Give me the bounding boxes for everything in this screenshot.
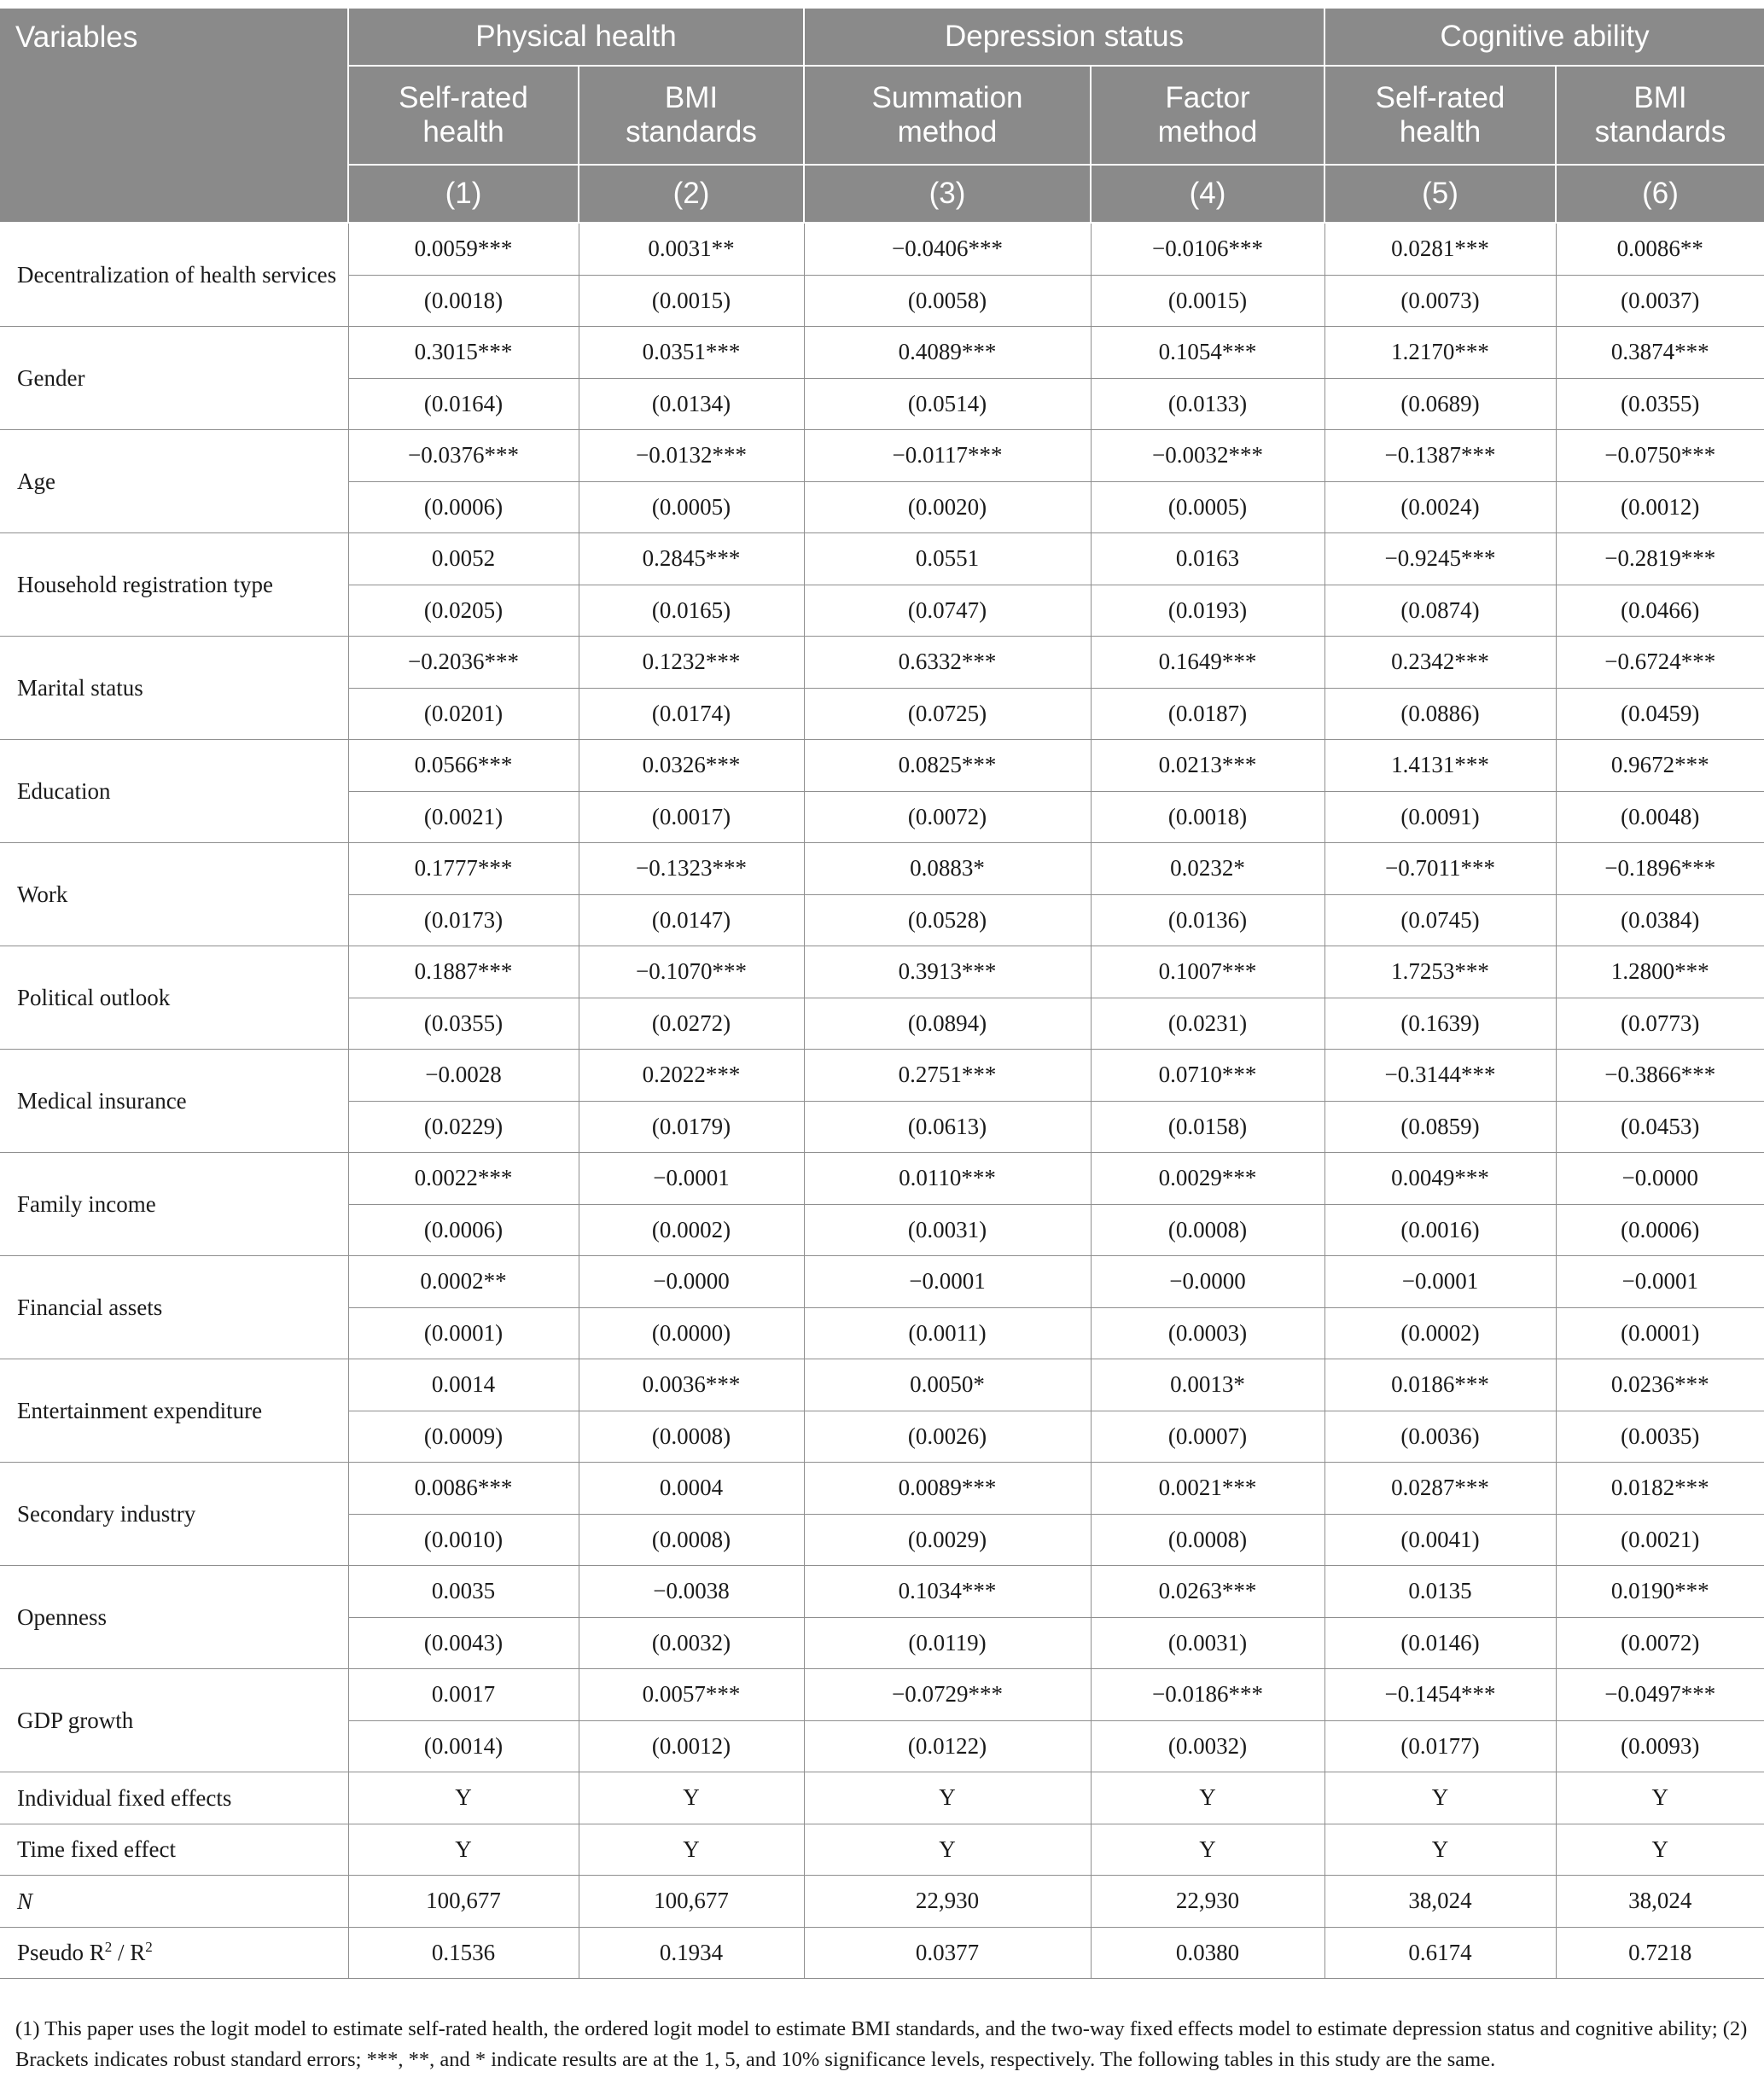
regression-table-container	[0, 7, 1764, 1979]
table-body	[0, 223, 1764, 1979]
variable-label: Household registration type	[0, 533, 348, 637]
standard-error-cell: (0.0147)	[579, 894, 804, 946]
summary-cell: Y	[348, 1772, 579, 1824]
standard-error-cell: (0.0193)	[1091, 585, 1324, 637]
standard-error-cell: (0.0384)	[1556, 894, 1764, 946]
standard-error-cell: (0.0528)	[804, 894, 1091, 946]
coefficient-row	[0, 637, 1764, 689]
standard-error-cell: (0.0006)	[1556, 1204, 1764, 1256]
coefficient-cell: 0.0022***	[348, 1153, 579, 1205]
coefficient-cell: −0.0001	[804, 1256, 1091, 1308]
coefficient-row	[0, 946, 1764, 998]
standard-error-cell: (0.0725)	[804, 688, 1091, 740]
summary-cell: 0.6174	[1324, 1927, 1556, 1979]
coefficient-cell: −0.0376***	[348, 430, 579, 482]
summary-cell: Y	[804, 1772, 1091, 1824]
coefficient-cell: 0.4089***	[804, 327, 1091, 379]
column-header-4	[1091, 66, 1324, 165]
coefficient-cell: 0.0163	[1091, 533, 1324, 585]
coefficient-cell: 0.2022***	[579, 1050, 804, 1102]
summary-label-text: Pseudo R	[17, 1940, 105, 1966]
standard-error-cell: (0.0514)	[804, 378, 1091, 430]
column-number-1: (1)	[348, 165, 579, 223]
table-header	[0, 8, 1764, 223]
variable-label: Secondary industry	[0, 1463, 348, 1566]
column-header-line: health	[422, 115, 504, 148]
coefficient-cell: −0.6724***	[1556, 637, 1764, 689]
summary-cell: 0.0380	[1091, 1927, 1324, 1979]
group-header-physical-health: Physical health	[348, 8, 804, 66]
coefficient-cell: 0.3874***	[1556, 327, 1764, 379]
variable-label: Decentralization of health services	[0, 223, 348, 327]
standard-error-cell: (0.0133)	[1091, 378, 1324, 430]
coefficient-cell: 1.7253***	[1324, 946, 1556, 998]
summary-cell: Y	[1091, 1772, 1324, 1824]
coefficient-cell: 0.0135	[1324, 1566, 1556, 1618]
standard-error-cell: (0.0122)	[804, 1720, 1091, 1772]
coefficient-cell: 0.2342***	[1324, 637, 1556, 689]
variable-label: Financial assets	[0, 1256, 348, 1359]
coefficient-cell: −0.0497***	[1556, 1669, 1764, 1721]
coefficient-cell: −0.0032***	[1091, 430, 1324, 482]
coefficient-cell: 0.3015***	[348, 327, 579, 379]
column-header-line: Summation	[871, 81, 1023, 114]
summary-cell: Y	[804, 1824, 1091, 1876]
coefficient-cell: 0.0351***	[579, 327, 804, 379]
standard-error-cell: (0.0072)	[1556, 1617, 1764, 1669]
standard-error-cell: (0.0015)	[579, 275, 804, 327]
coefficient-cell: 0.0213***	[1091, 740, 1324, 792]
coefficient-row	[0, 740, 1764, 792]
coefficient-cell: 0.3913***	[804, 946, 1091, 998]
coefficient-cell: 0.2751***	[804, 1050, 1091, 1102]
summary-label	[0, 1927, 348, 1979]
summary-label-text: Individual fixed effects	[17, 1784, 232, 1811]
standard-error-cell: (0.0453)	[1556, 1101, 1764, 1153]
coefficient-cell: 0.0050*	[804, 1359, 1091, 1411]
coefficient-cell: 0.0049***	[1324, 1153, 1556, 1205]
column-header-1	[348, 66, 579, 165]
standard-error-cell: (0.0002)	[579, 1204, 804, 1256]
standard-error-cell: (0.0177)	[1324, 1720, 1556, 1772]
standard-error-cell: (0.0012)	[579, 1720, 804, 1772]
coefficient-cell: −0.0117***	[804, 430, 1091, 482]
summary-cell: Y	[579, 1824, 804, 1876]
coefficient-cell: −0.1323***	[579, 843, 804, 895]
summary-row	[0, 1824, 1764, 1876]
coefficient-cell: 0.2845***	[579, 533, 804, 585]
coefficient-cell: −0.0000	[1091, 1256, 1324, 1308]
coefficient-cell: 0.0089***	[804, 1463, 1091, 1515]
summary-cell: 38,024	[1556, 1876, 1764, 1928]
variable-label: Political outlook	[0, 946, 348, 1050]
coefficient-row	[0, 843, 1764, 895]
standard-error-cell: (0.0043)	[348, 1617, 579, 1669]
coefficient-cell: 0.0021***	[1091, 1463, 1324, 1515]
standard-error-cell: (0.0016)	[1324, 1204, 1556, 1256]
coefficient-row	[0, 1669, 1764, 1721]
summary-label-text: / R	[112, 1940, 146, 1966]
column-number-4: (4)	[1091, 165, 1324, 223]
column-header-6	[1556, 66, 1764, 165]
coefficient-cell: 0.0232*	[1091, 843, 1324, 895]
coefficient-cell: 0.0883*	[804, 843, 1091, 895]
summary-label-text: Time fixed effect	[17, 1836, 176, 1863]
summary-cell: 0.7218	[1556, 1927, 1764, 1979]
coefficient-cell: 1.2800***	[1556, 946, 1764, 998]
standard-error-cell: (0.0173)	[348, 894, 579, 946]
coefficient-cell: 0.0059***	[348, 223, 579, 275]
column-header-line: BMI	[664, 81, 719, 114]
coefficient-cell: 0.1232***	[579, 637, 804, 689]
coefficient-row	[0, 1566, 1764, 1618]
column-number-2: (2)	[579, 165, 804, 223]
standard-error-cell: (0.0036)	[1324, 1411, 1556, 1463]
coefficient-cell: 0.0710***	[1091, 1050, 1324, 1102]
coefficient-cell: 0.0281***	[1324, 223, 1556, 275]
summary-label-text: N	[17, 1888, 33, 1914]
coefficient-cell: −0.0132***	[579, 430, 804, 482]
variables-header: Variables	[0, 8, 348, 223]
standard-error-cell: (0.0006)	[348, 481, 579, 533]
coefficient-row	[0, 1359, 1764, 1411]
standard-error-cell: (0.0037)	[1556, 275, 1764, 327]
coefficient-row	[0, 223, 1764, 275]
variable-label: Medical insurance	[0, 1050, 348, 1153]
standard-error-cell: (0.0018)	[1091, 791, 1324, 843]
coefficient-cell: 0.0057***	[579, 1669, 804, 1721]
coefficient-cell: −0.9245***	[1324, 533, 1556, 585]
standard-error-cell: (0.0747)	[804, 585, 1091, 637]
column-header-line: method	[897, 115, 998, 148]
column-header-line: health	[1399, 115, 1482, 148]
table-footnote: (1) This paper uses the logit model to estimate self-rated health, the ordered logit model to estimate BMI standards, and the two-way fixed effects model to estimate depression status and cognitive ability; (2) Brackets indicates robust standard errors; ***, **, and * indicate results are at the 1, 5, and 10% significance levels, respectively. The following tables in this study are the same.	[15, 2017, 1748, 2071]
standard-error-cell: (0.0003)	[1091, 1307, 1324, 1359]
column-header-line: method	[1157, 115, 1258, 148]
variable-label: Entertainment expenditure	[0, 1359, 348, 1463]
coefficient-cell: 0.0825***	[804, 740, 1091, 792]
summary-cell: Y	[348, 1824, 579, 1876]
standard-error-cell: (0.0073)	[1324, 275, 1556, 327]
standard-error-cell: (0.0072)	[804, 791, 1091, 843]
standard-error-cell: (0.0179)	[579, 1101, 804, 1153]
column-number-3: (3)	[804, 165, 1091, 223]
summary-row	[0, 1772, 1764, 1824]
standard-error-cell: (0.0031)	[1091, 1617, 1324, 1669]
standard-error-cell: (0.0158)	[1091, 1101, 1324, 1153]
coefficient-cell: 0.6332***	[804, 637, 1091, 689]
summary-row	[0, 1927, 1764, 1979]
summary-cell: Y	[579, 1772, 804, 1824]
standard-error-cell: (0.0014)	[348, 1720, 579, 1772]
standard-error-cell: (0.0048)	[1556, 791, 1764, 843]
coefficient-cell: 0.0551	[804, 533, 1091, 585]
coefficient-row	[0, 1256, 1764, 1308]
superscript: 2	[104, 1939, 113, 1956]
coefficient-cell: −0.0186***	[1091, 1669, 1324, 1721]
column-number-6: (6)	[1556, 165, 1764, 223]
standard-error-cell: (0.0136)	[1091, 894, 1324, 946]
coefficient-cell: 0.1777***	[348, 843, 579, 895]
coefficient-row	[0, 1153, 1764, 1205]
standard-error-cell: (0.0021)	[348, 791, 579, 843]
column-header-3	[804, 66, 1091, 165]
coefficient-cell: −0.0001	[579, 1153, 804, 1205]
variable-label: Education	[0, 740, 348, 843]
standard-error-cell: (0.0093)	[1556, 1720, 1764, 1772]
coefficient-cell: −0.1387***	[1324, 430, 1556, 482]
standard-error-cell: (0.1639)	[1324, 998, 1556, 1050]
coefficient-cell: 0.0002**	[348, 1256, 579, 1308]
standard-error-cell: (0.0272)	[579, 998, 804, 1050]
coefficient-cell: −0.0000	[579, 1256, 804, 1308]
standard-error-cell: (0.0886)	[1324, 688, 1556, 740]
coefficient-cell: −0.0000	[1556, 1153, 1764, 1205]
standard-error-cell: (0.0007)	[1091, 1411, 1324, 1463]
standard-error-cell: (0.0119)	[804, 1617, 1091, 1669]
coefficient-cell: −0.0001	[1324, 1256, 1556, 1308]
standard-error-cell: (0.0205)	[348, 585, 579, 637]
summary-cell: 22,930	[1091, 1876, 1324, 1928]
standard-error-cell: (0.0894)	[804, 998, 1091, 1050]
standard-error-cell: (0.0008)	[1091, 1514, 1324, 1566]
coefficient-cell: −0.3866***	[1556, 1050, 1764, 1102]
coefficient-cell: 0.0566***	[348, 740, 579, 792]
summary-row	[0, 1876, 1764, 1928]
coefficient-cell: 0.0029***	[1091, 1153, 1324, 1205]
standard-error-cell: (0.0174)	[579, 688, 804, 740]
coefficient-cell: −0.0001	[1556, 1256, 1764, 1308]
column-header-line: Self-rated	[399, 81, 528, 114]
variable-label: Work	[0, 843, 348, 946]
coefficient-cell: 1.4131***	[1324, 740, 1556, 792]
coefficient-cell: 0.1034***	[804, 1566, 1091, 1618]
coefficient-cell: −0.0106***	[1091, 223, 1324, 275]
standard-error-cell: (0.0008)	[579, 1411, 804, 1463]
coefficient-cell: −0.0750***	[1556, 430, 1764, 482]
standard-error-cell: (0.0459)	[1556, 688, 1764, 740]
variable-label: Age	[0, 430, 348, 533]
summary-cell: Y	[1324, 1772, 1556, 1824]
coefficient-cell: 0.1887***	[348, 946, 579, 998]
summary-label	[0, 1824, 348, 1876]
column-header-line: Factor	[1165, 81, 1250, 114]
standard-error-cell: (0.0091)	[1324, 791, 1556, 843]
coefficient-row	[0, 533, 1764, 585]
summary-cell: 100,677	[348, 1876, 579, 1928]
summary-cell: 100,677	[579, 1876, 804, 1928]
coefficient-row	[0, 1050, 1764, 1102]
column-header-line: Self-rated	[1375, 81, 1505, 114]
standard-error-cell: (0.0773)	[1556, 998, 1764, 1050]
summary-cell: 22,930	[804, 1876, 1091, 1928]
coefficient-row	[0, 1463, 1764, 1515]
column-header-line: BMI	[1633, 81, 1687, 114]
coefficient-cell: −0.0406***	[804, 223, 1091, 275]
variable-label: Marital status	[0, 637, 348, 740]
column-header-2	[579, 66, 804, 165]
coefficient-cell: 0.0036***	[579, 1359, 804, 1411]
coefficient-cell: −0.1896***	[1556, 843, 1764, 895]
coefficient-cell: 0.1054***	[1091, 327, 1324, 379]
standard-error-cell: (0.0745)	[1324, 894, 1556, 946]
standard-error-cell: (0.0613)	[804, 1101, 1091, 1153]
column-number-5: (5)	[1324, 165, 1556, 223]
standard-error-cell: (0.0201)	[348, 688, 579, 740]
summary-cell: 0.1536	[348, 1927, 579, 1979]
standard-error-cell: (0.0026)	[804, 1411, 1091, 1463]
coefficient-cell: 0.0086**	[1556, 223, 1764, 275]
standard-error-cell: (0.0017)	[579, 791, 804, 843]
coefficient-cell: 0.0052	[348, 533, 579, 585]
superscript: 2	[145, 1939, 153, 1956]
coefficient-cell: −0.1454***	[1324, 1669, 1556, 1721]
standard-error-cell: (0.0008)	[579, 1514, 804, 1566]
group-header-cognitive-ability: Cognitive ability	[1324, 8, 1764, 66]
coefficient-cell: 0.0086***	[348, 1463, 579, 1515]
coefficient-cell: 0.0014	[348, 1359, 579, 1411]
standard-error-cell: (0.0041)	[1324, 1514, 1556, 1566]
standard-error-cell: (0.0134)	[579, 378, 804, 430]
standard-error-cell: (0.0035)	[1556, 1411, 1764, 1463]
coefficient-cell: 0.0236***	[1556, 1359, 1764, 1411]
standard-error-cell: (0.0355)	[348, 998, 579, 1050]
standard-error-cell: (0.0024)	[1324, 481, 1556, 533]
standard-error-cell: (0.0008)	[1091, 1204, 1324, 1256]
standard-error-cell: (0.0466)	[1556, 585, 1764, 637]
column-header-line: standards	[1594, 115, 1726, 148]
standard-error-cell: (0.0229)	[348, 1101, 579, 1153]
standard-error-cell: (0.0005)	[1091, 481, 1324, 533]
standard-error-cell: (0.0146)	[1324, 1617, 1556, 1669]
variable-label: Gender	[0, 327, 348, 430]
standard-error-cell: (0.0231)	[1091, 998, 1324, 1050]
coefficient-cell: 0.0326***	[579, 740, 804, 792]
standard-error-cell: (0.0032)	[1091, 1720, 1324, 1772]
coefficient-row	[0, 430, 1764, 482]
coefficient-cell: 0.0287***	[1324, 1463, 1556, 1515]
standard-error-cell: (0.0021)	[1556, 1514, 1764, 1566]
standard-error-cell: (0.0874)	[1324, 585, 1556, 637]
standard-error-cell: (0.0012)	[1556, 481, 1764, 533]
variable-label: GDP growth	[0, 1669, 348, 1772]
standard-error-cell: (0.0020)	[804, 481, 1091, 533]
column-header-5	[1324, 66, 1556, 165]
summary-cell: Y	[1091, 1824, 1324, 1876]
standard-error-cell: (0.0058)	[804, 275, 1091, 327]
standard-error-cell: (0.0032)	[579, 1617, 804, 1669]
standard-error-cell: (0.0164)	[348, 378, 579, 430]
standard-error-cell: (0.0165)	[579, 585, 804, 637]
standard-error-cell: (0.0859)	[1324, 1101, 1556, 1153]
standard-error-cell: (0.0001)	[1556, 1307, 1764, 1359]
coefficient-cell: 0.1649***	[1091, 637, 1324, 689]
standard-error-cell: (0.0010)	[348, 1514, 579, 1566]
coefficient-cell: 0.0004	[579, 1463, 804, 1515]
coefficient-cell: −0.3144***	[1324, 1050, 1556, 1102]
summary-cell: Y	[1556, 1824, 1764, 1876]
variable-label: Family income	[0, 1153, 348, 1256]
coefficient-cell: 0.0263***	[1091, 1566, 1324, 1618]
standard-error-cell: (0.0689)	[1324, 378, 1556, 430]
coefficient-cell: 0.0031**	[579, 223, 804, 275]
coefficient-row	[0, 327, 1764, 379]
coefficient-cell: 0.1007***	[1091, 946, 1324, 998]
standard-error-cell: (0.0015)	[1091, 275, 1324, 327]
standard-error-cell: (0.0011)	[804, 1307, 1091, 1359]
summary-cell: Y	[1556, 1772, 1764, 1824]
coefficient-cell: 0.0110***	[804, 1153, 1091, 1205]
group-header-depression-status: Depression status	[804, 8, 1324, 66]
summary-cell: 0.0377	[804, 1927, 1091, 1979]
standard-error-cell: (0.0009)	[348, 1411, 579, 1463]
standard-error-cell: (0.0029)	[804, 1514, 1091, 1566]
coefficient-cell: 0.0190***	[1556, 1566, 1764, 1618]
coefficient-cell: −0.0028	[348, 1050, 579, 1102]
summary-cell: Y	[1324, 1824, 1556, 1876]
summary-label	[0, 1772, 348, 1824]
standard-error-cell: (0.0018)	[348, 275, 579, 327]
standard-error-cell: (0.0000)	[579, 1307, 804, 1359]
summary-cell: 38,024	[1324, 1876, 1556, 1928]
coefficient-cell: 0.9672***	[1556, 740, 1764, 792]
summary-label	[0, 1876, 348, 1928]
coefficient-cell: 1.2170***	[1324, 327, 1556, 379]
standard-error-cell: (0.0187)	[1091, 688, 1324, 740]
coefficient-cell: −0.0729***	[804, 1669, 1091, 1721]
variable-label: Openness	[0, 1566, 348, 1669]
coefficient-cell: 0.0182***	[1556, 1463, 1764, 1515]
coefficient-cell: 0.0013*	[1091, 1359, 1324, 1411]
coefficient-cell: 0.0035	[348, 1566, 579, 1618]
coefficient-cell: −0.2819***	[1556, 533, 1764, 585]
standard-error-cell: (0.0005)	[579, 481, 804, 533]
standard-error-cell: (0.0006)	[348, 1204, 579, 1256]
coefficient-cell: −0.2036***	[348, 637, 579, 689]
summary-cell: 0.1934	[579, 1927, 804, 1979]
coefficient-cell: −0.7011***	[1324, 843, 1556, 895]
standard-error-cell: (0.0002)	[1324, 1307, 1556, 1359]
standard-error-cell: (0.0355)	[1556, 378, 1764, 430]
coefficient-cell: 0.0017	[348, 1669, 579, 1721]
coefficient-cell: 0.0186***	[1324, 1359, 1556, 1411]
standard-error-cell: (0.0001)	[348, 1307, 579, 1359]
coefficient-cell: −0.1070***	[579, 946, 804, 998]
regression-results-table	[0, 7, 1764, 1979]
column-header-line: standards	[626, 115, 757, 148]
standard-error-cell: (0.0031)	[804, 1204, 1091, 1256]
coefficient-cell: −0.0038	[579, 1566, 804, 1618]
